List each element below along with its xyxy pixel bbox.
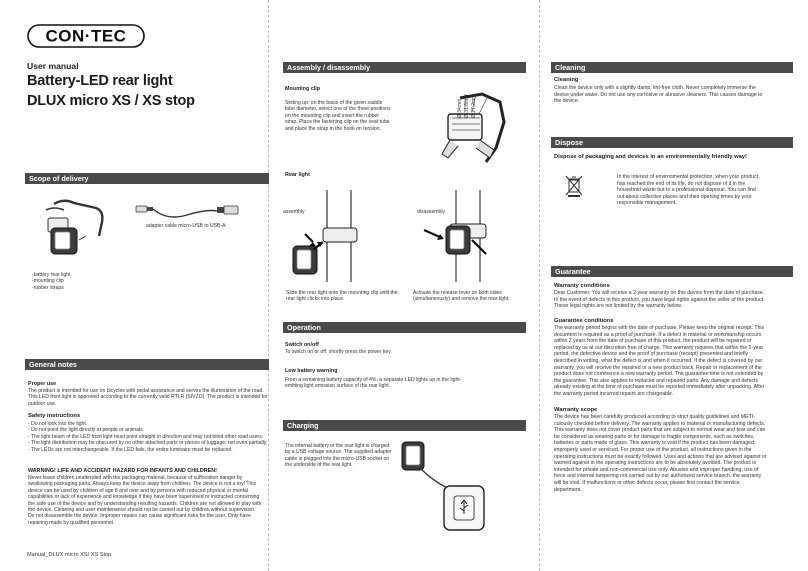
dispose-heading: Dispose of packaging and devices in an environmentally friendly way! [554,154,747,160]
assembly-label: assembly [283,209,305,215]
weee-bin-icon [563,174,585,198]
cleaning-header: Cleaning [551,62,793,73]
scope-items-list: -battery rear light -mounting clip -rubber straps [32,272,71,291]
usb-cable-illustration [132,200,242,224]
dispose-text: In the interest of environmental protection, when your product has reached the end of its life, do not dispose of it in the household waste but to a professional disposal. You can find out about collective places and their opening times by your responsible management. [617,174,759,207]
proper-use-heading: Proper use [28,381,57,387]
general-notes-header: General notes [25,359,269,370]
warranty-scope-text: The device has been carefully produced according to strict quality guidelines and METI- culously checked before delivery. The warranty applies to material or manufacturing defects. This warranty does not cover product parts that are subject to normal wear and tear and can be considered as wearing parts or for damage to fragile components, such as switches, batteries or parts made of glass. This warranty is void if the product has been damaged, improperly used or serviced. For proper use of the product, all instructions given in the operating instructions must be exactly followed. Uses and actions that are advised against or warned against in the operating instructions are to be absolutely avoided. The product is intended for private and non-commercial use only. Abusive and improper handling, use of force and internal tampering not carried out by our authorized service branch, the warranty will be void. If malfunctions or other defects occur, please first contact the service department. [554,414,767,493]
disassembly-label: disassembly [417,209,446,215]
low-battery-heading: Low battery warning [285,368,338,374]
safety-heading: Safety instructions [28,413,81,419]
switch-heading: Switch on/off [285,342,319,348]
mounting-clip-text: Setting up: on the basis of the given saddle tube diameter, select one of the three positions on the mounting clip and insert the rubber strap. Place the fastening clip on the seat tube and place the strap in the hook on tension. [285,100,391,132]
cleaning-text: Clean the device only with a slightly damp, lint-free cloth. Never completely immerse the device under water. Do not use any corrosive or abrasive cleaners. This causes damage to the device. [554,85,763,105]
charging-illustration [396,438,496,538]
guarantee-conditions-heading: Guarantee conditions [554,318,614,324]
diameter-labels [452,78,492,120]
operation-header: Operation [283,322,526,333]
assembly-header: Assembly / disassembly [283,62,526,73]
warning-heading: WARNING! LIFE AND ACCIDENT HAZARD FOR INFANTS AND CHILDREN! [28,468,217,474]
diameter-label-1: Ø 34mm [457,98,463,118]
page-title: Battery-LED rear light [27,73,173,89]
rear-light-heading: Rear light [285,172,310,178]
dispose-header: Dispose [551,137,793,148]
page-subtitle: DLUX micro XS / XS stop [27,93,195,109]
warranty-scope-heading: Warranty scope [554,407,598,413]
proper-use-text: The product is intended for use on bicycles with pedal assistance and serves the illumination of the road. This LED front light is approved according to the currently valid RTLR (StVZO). The product is intended for outdoor use. [28,388,268,407]
warranty-conditions-heading: Warranty conditions [554,283,610,289]
guarantee-conditions-text: The warranty period begins with the date of purchase. Please keep the original receipt. This document is required as a proof of purchase. If a defect in material or workmanship occurs within 2 years from the date of purchase of this product, the product will be repaired or replaced by us at our discretion free of charge. This warranty requires that within the 2-year period, the defective device and the proof of purchase (receipt) presented and briefly described in writing, what the defect is and when it occurred. If the defect is covered by our warranty, you will receive the repaired or a new product back. Repair or replacement of the product does not commence a new warranty period. The guarantee time is not extended by the guarantee. This also applies to replaced and repaired parts. Any damage and defects already existing at the time of purchase must be reported immediately after unpacking. After the warranty period incurred repairs are chargeable. [554,325,765,397]
mounting-clip-heading: Mounting clip [285,86,321,92]
diameter-label-2: Ø 31.6mm [464,94,470,118]
diameter-label-3: Ø 27.2mm [471,94,477,118]
low-battery-text: From a remaining battery capacity of 4%, a separate LED lights up in the light- emitting light emission surface of the rear light. [285,377,462,390]
contec-logo [27,24,145,48]
scope-of-delivery-header: Scope of delivery [25,173,269,184]
user-manual-label: User manual [27,61,79,71]
disassembly-text: Activate the release lever on both sides (simultaneously) and remove the rear light. [413,290,510,303]
fold-line-right [539,0,540,571]
guarantee-header: Guarantee [551,266,793,277]
assembly-text: Slide the rear light onto the mounting clip until the rear light clicks into place. [286,290,398,303]
rear-light-set-illustration [34,196,109,266]
safety-text: - Do not look into the light. - Do not point the light directly at people or animals. - The light beam of the LED front light must point straight in direction and may not blind other road users. - The light distribution may be obscured by no other attached parts or pieces of luggage, not even partially. - The LEDs are not interchangeable. If the LED fails, the entire luminaire must be replaced. [28,421,268,453]
switch-text: To switch on or off, shortly press the power key. [285,349,392,355]
warranty-conditions-text: Dear Customer, You will receive a 2-year warranty on this device from the date of purchase. In the event of defects in this product, you have legal rights against the seller of the product. These legal rights are not limited by the warranty below. [554,290,765,310]
disassembly-illustration [410,190,522,282]
charging-header: Charging [283,420,526,431]
assembly-illustration [283,190,395,282]
cable-label: adapter cable micro-USB to USB-A [146,223,226,229]
warning-text: Never leave children unattended with the packaging material, because of suffocation danger by swallowing packaging parts. Always keep the device away from children. The device is not a toy! This device can be used by children of age 8 and over and by persons with reduced physical or mental capabilities or lack of experience and knowledge if they have been supervised or instructed concerning the safe use of the device and by understanding resulting hazards. Children are not allowed to play with the device. Cleaning and user maintenance should not be carried out by children without supervision. Do not disassemble the device. Improper repairs can cause significant risks for the user. Only have repairing made by qualified personnel. [28,475,262,526]
cleaning-heading: Cleaning [554,77,579,83]
svg-text:CON·TEC: CON·TEC [45,26,127,46]
footer-text: Manual_DLUX micro XS/ XS Stop [27,552,112,558]
charging-text: The internal battery of the rear light is charged by a USB voltage source. The supplied adapter cable is plugged into the micro-USB socket on the underside of the rear light. [285,443,392,469]
